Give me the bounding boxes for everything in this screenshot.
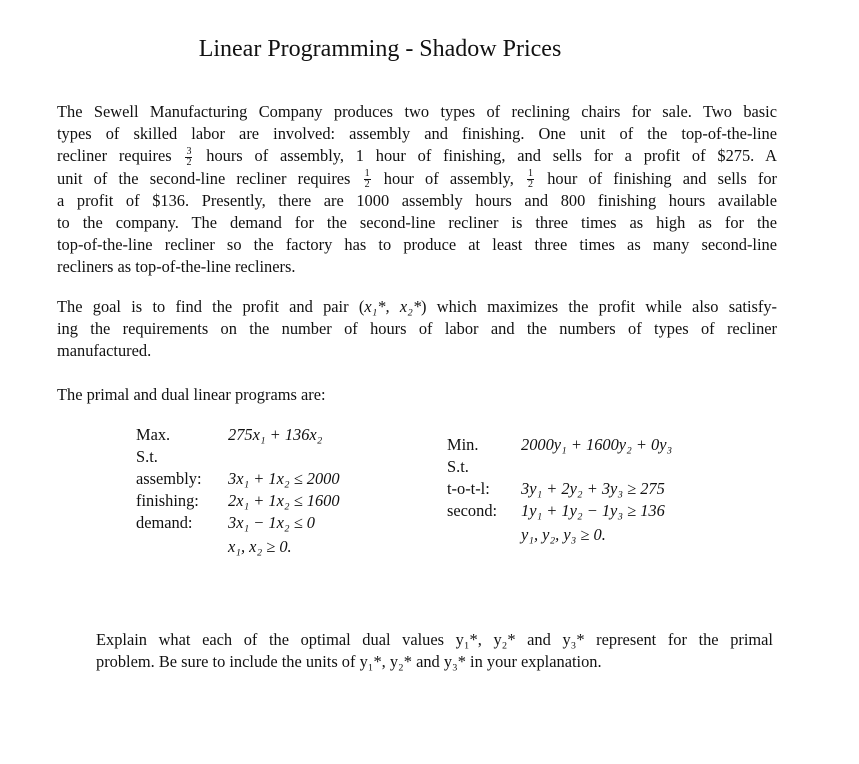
text-line: to the company. The demand for the second-line recliner is three times as high as for the (57, 213, 777, 233)
assembly-constraint: 3x₁ + 1x₂ ≤ 2000 (228, 469, 340, 488)
demand-constraint: 3x₁ − 1x₂ ≤ 0 (228, 513, 315, 532)
text-line: recliners as top-of-the-line recliners. (57, 257, 296, 277)
text-line: types of skilled labor are involved: assembly and finishing. One unit of the top-of-the-line (57, 124, 777, 143)
tot-l-constraint: 3y₁ + 2y₂ + 3y₃ ≥ 275 (521, 479, 665, 498)
text-line: top-of-the-line recliner so the factory has to produce at least three times as many second-line (57, 235, 777, 255)
min-label: Min. (447, 435, 479, 454)
dual-objective: 2000y₁ + 1600y₂ + 0y₃ (521, 435, 673, 454)
dual-program (447, 434, 707, 554)
question (96, 629, 773, 673)
goal-description (57, 296, 777, 362)
text-line: problem. Be sure to include the units of y₁*, y₂* and y₃* in your explanation. (96, 652, 602, 671)
page-title: Linear Programming - Shadow Prices (198, 36, 562, 62)
primal-nonnegativity: x₁, x₂ ≥ 0. (228, 537, 292, 556)
st-label: S.t. (447, 457, 469, 476)
text-line: manufactured. (57, 341, 152, 360)
text-line: unit of the second-line recliner requires $\frac{1}{2}$ hour of assembly, $\frac{1}{2}$ hour of finishing and sells for (57, 168, 777, 191)
text-line: a profit of $136. Presently, there are 1000 assembly hours and 800 finishing hours available (57, 191, 777, 211)
fraction-three-halves: $\frac{3}{2}$ (186, 145, 192, 168)
constraint-label: second: (447, 501, 498, 520)
st-label: S.t. (136, 447, 158, 466)
text-line: The goal is to find the profit and pair (x₁*, x₂*) which maximizes the profit while also satisfy- (57, 297, 777, 316)
constraint-label: finishing: (136, 491, 199, 510)
finishing-constraint: 2x₁ + 1x₂ ≤ 1600 (228, 491, 340, 510)
primal-objective: 275x₁ + 136x₂ (228, 425, 323, 444)
optimal-pair: x₁*, x₂* (364, 297, 422, 316)
text-line: recliner requires $\frac{3}{2}$ hours of assembly, 1 hour of finishing, and sells for a profit of $275. A (57, 145, 777, 168)
constraint-label: t-o-t-l: (447, 479, 490, 498)
max-label: Max. (136, 425, 171, 444)
text-line: The Sewell Manufacturing Company produces two types of reclining chairs for sale. Two basic (57, 102, 777, 121)
primal-program (136, 424, 376, 564)
second-constraint: 1y₁ + 1y₂ − 1y₃ ≥ 136 (521, 501, 665, 520)
fraction-half: $\frac{1}{2}$ (528, 168, 534, 191)
fraction-half: $\frac{1}{2}$ (364, 168, 370, 191)
text-line: The primal and dual linear programs are: (57, 385, 326, 404)
problem-description (57, 101, 777, 278)
text-line: ing the requirements on the number of hours of labor and the numbers of types of recliner (57, 319, 777, 338)
constraint-label: assembly: (136, 469, 202, 488)
constraint-label: demand: (136, 513, 193, 532)
dual-nonnegativity: y₁, y₂, y₃ ≥ 0. (521, 525, 606, 544)
programs-intro (57, 384, 777, 406)
text-line: Explain what each of the optimal dual values y₁*, y₂* and y₃* represent for the primal (96, 630, 773, 649)
